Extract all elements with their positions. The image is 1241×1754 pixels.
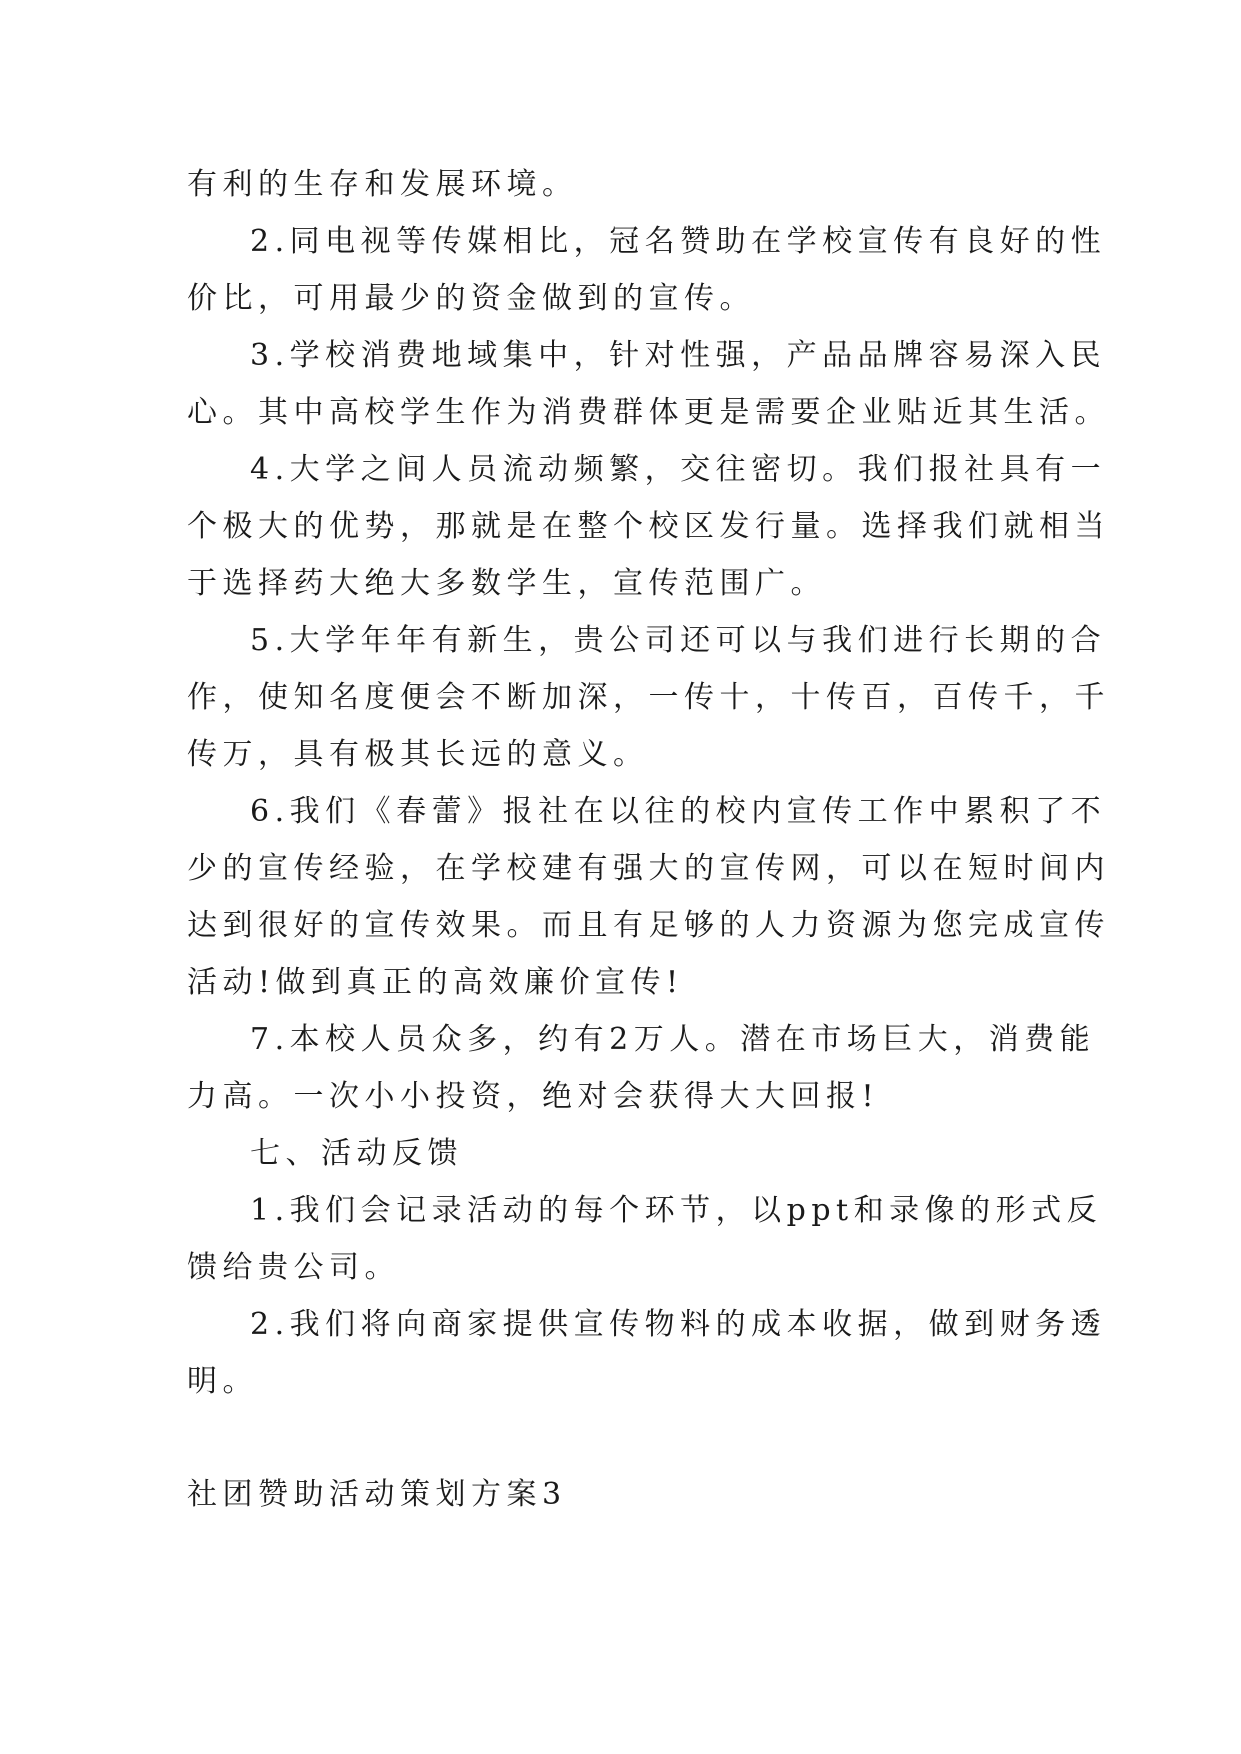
text-line: 6.我们《春蕾》报社在以往的校内宣传工作中累积了不: [250, 794, 1107, 829]
text-line: 明。: [187, 1364, 258, 1399]
text-line: 达到很好的宣传效果。而且有足够的人力资源为您完成宣传: [187, 908, 1110, 943]
text-line: 价比，可用最少的资金做到的宣传。: [187, 281, 755, 316]
text-line: 个极大的优势，那就是在整个校区发行量。选择我们就相当: [187, 509, 1110, 544]
text-line: 7.本校人员众多，约有2万人。潜在市场巨大，消费能: [250, 1022, 1096, 1057]
text-line: 少的宣传经验，在学校建有强大的宣传网，可以在短时间内: [187, 851, 1110, 886]
text-line: 5.大学年年有新生，贵公司还可以与我们进行长期的合: [250, 623, 1107, 658]
text-line: 作，使知名度便会不断加深，一传十，十传百，百传千，千: [187, 680, 1110, 715]
text-line: 2.同电视等传媒相比，冠名赞助在学校宣传有良好的性: [250, 224, 1107, 259]
text-line: 力高。一次小小投资，绝对会获得大大回报!: [187, 1079, 880, 1114]
next-section-title: 社团赞助活动策划方案3: [187, 1477, 567, 1512]
text-line: 2.我们将向商家提供宣传物料的成本收据，做到财务透: [250, 1307, 1107, 1342]
text-line: 心。其中高校学生作为消费群体更是需要企业贴近其生活。: [187, 395, 1110, 430]
text-line: 馈给贵公司。: [187, 1250, 400, 1285]
text-line: 活动!做到真正的高效廉价宣传!: [187, 965, 684, 1000]
text-line: 4.大学之间人员流动频繁，交往密切。我们报社具有一: [250, 452, 1107, 487]
section-heading: 七、活动反馈: [250, 1136, 463, 1171]
text-line: 传万，具有极其长远的意义。: [187, 737, 649, 772]
text-line: 于选择药大绝大多数学生，宣传范围广。: [187, 566, 826, 601]
text-line: 1.我们会记录活动的每个环节，以ppt和录像的形式反: [250, 1193, 1103, 1228]
text-line: 3.学校消费地域集中，针对性强，产品品牌容易深入民: [250, 338, 1107, 373]
text-line: 有利的生存和发展环境。: [187, 167, 578, 202]
